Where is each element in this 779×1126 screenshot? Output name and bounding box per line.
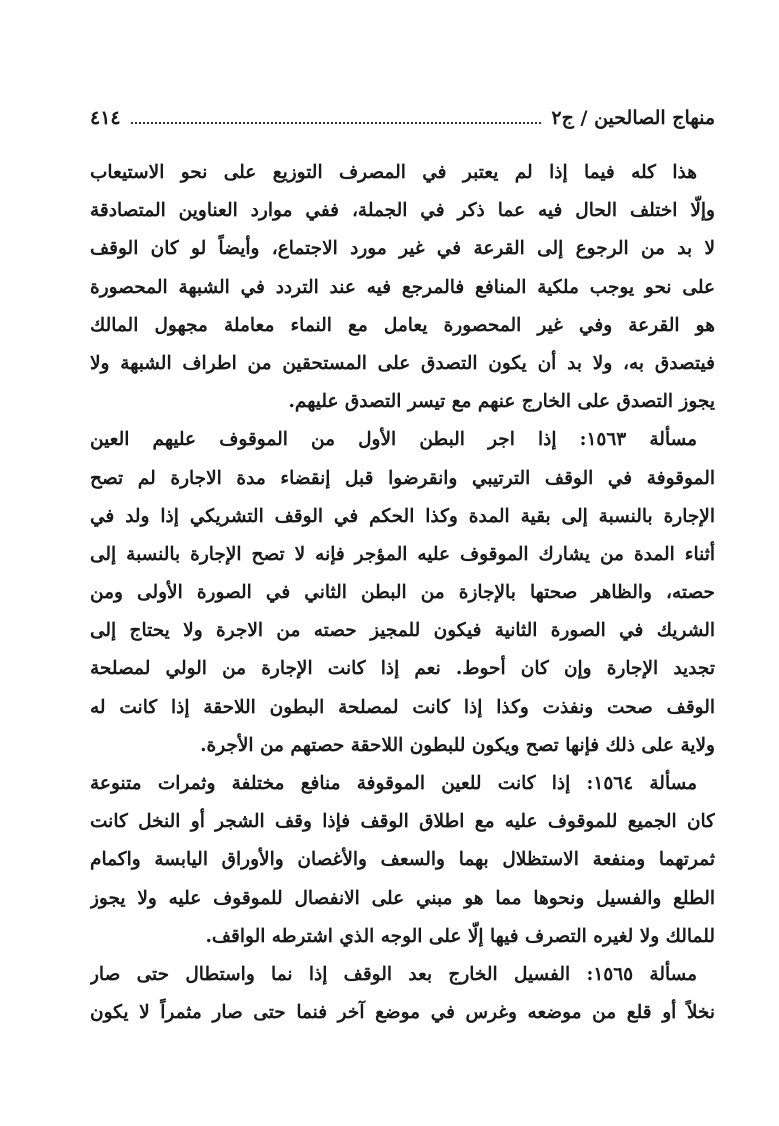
text-line: مسألة ١٥٦٥: الفسيل الخارج بعد الوقف إذا نما واستطال حتى صار bbox=[90, 963, 698, 985]
text-line: الطلع والفسيل ونحوها مما هو مبني على الانفصال للموقوف عليه ولا يجوز bbox=[90, 887, 715, 909]
text-line: يجوز التصدق على الخارج عنهم مع تيسر التصدق عليهم. bbox=[288, 391, 715, 413]
text-line: فيتصدق به، ولا بد أن يكون التصدق على المستحقين من اطراف الشبهة ولا bbox=[90, 352, 715, 374]
text-line: الموقوفة في الوقف الترتيبي وانقرضوا قبل إنقضاء مدة الاجارة لم تصح bbox=[90, 467, 715, 489]
text-line: هذا كله فيما إذا لم يعتبر في المصرف التوزيع على نحو الاستيعاب bbox=[90, 162, 697, 183]
body-text bbox=[90, 154, 715, 1032]
text-line: مسألة ١٥٦٤: إذا كانت للعين الموقوفة منافع مختلفة وثمرات متنوعة bbox=[90, 773, 697, 794]
text-line: وإلّا اختلف الحال فيه عما ذكر في الجملة، ففي موارد العناوين المتصادقة bbox=[90, 200, 715, 222]
text-line: ولاية على ذلك فإنها تصح ويكون للبطون اللاحقة حصتهم من الأجرة. bbox=[200, 734, 715, 756]
text-line: مسألة ١٥٦٣: إذا اجر البطن الأول من الموقوف عليهم العين bbox=[90, 429, 697, 451]
text-line: الوقف صحت ونفذت وكذا إذا كانت لمصلحة البطون اللاحقة إذا كانت له bbox=[90, 696, 715, 718]
text-line: كان الجميع للموقوف عليه مع اطلاق الوقف فإذا وقف الشجر أو النخل كانت bbox=[90, 811, 715, 833]
text-line: تجديد الإجارة وإن كان أحوط. نعم إذا كانت الإجارة من الولي لمصلحة bbox=[90, 658, 715, 680]
running-title: منهاج الصالحين / ج٢ bbox=[551, 107, 715, 129]
page-number: ٤١٤ bbox=[90, 107, 121, 129]
text-line: على نحو يوجب ملكية المنافع فالمرجع فيه عند التردد في الشبهة المحصورة bbox=[90, 276, 715, 298]
text-line: أثناء المدة من يشارك الموقوف عليه المؤجر فإنه لا تصح الإجارة بالنسبة إلى bbox=[90, 543, 715, 565]
text-line: الإجارة بالنسبة إلى بقية المدة وكذا الحكم في الوقف التشريكي إذا ولد في bbox=[90, 505, 715, 527]
text-line: ثمرتهما ومنفعة الاستظلال بهما والسعف والأغصان والأوراق اليابسة واكمام bbox=[90, 849, 715, 871]
text-line: للمالك ولا لغيره التصرف فيها إلّا على الوجه الذي اشترطه الواقف. bbox=[205, 925, 715, 947]
page-header bbox=[90, 100, 715, 136]
document-page bbox=[90, 100, 715, 1032]
text-line: حصته، والظاهر صحتها بالإجازة من البطن الثاني في الصورة الأولى ومن bbox=[90, 582, 715, 604]
text-line: هو القرعة وفي غير المحصورة يعامل مع النماء معاملة مجهول المالك bbox=[90, 314, 715, 336]
text-line: الشريك في الصورة الثانية فيكون للمجيز حصته من الاجرة ولا يحتاج إلى bbox=[90, 620, 715, 642]
text-line: لا بد من الرجوع إلى القرعة في غير مورد الاجتماع، وأيضاً لو كان الوقف bbox=[90, 238, 715, 260]
header-dot-leader bbox=[131, 121, 542, 124]
text-line: نخلاً أو قلع من موضعه وغرس في موضع آخر فنما حتى صار مثمراً لا يكون bbox=[90, 1002, 715, 1024]
